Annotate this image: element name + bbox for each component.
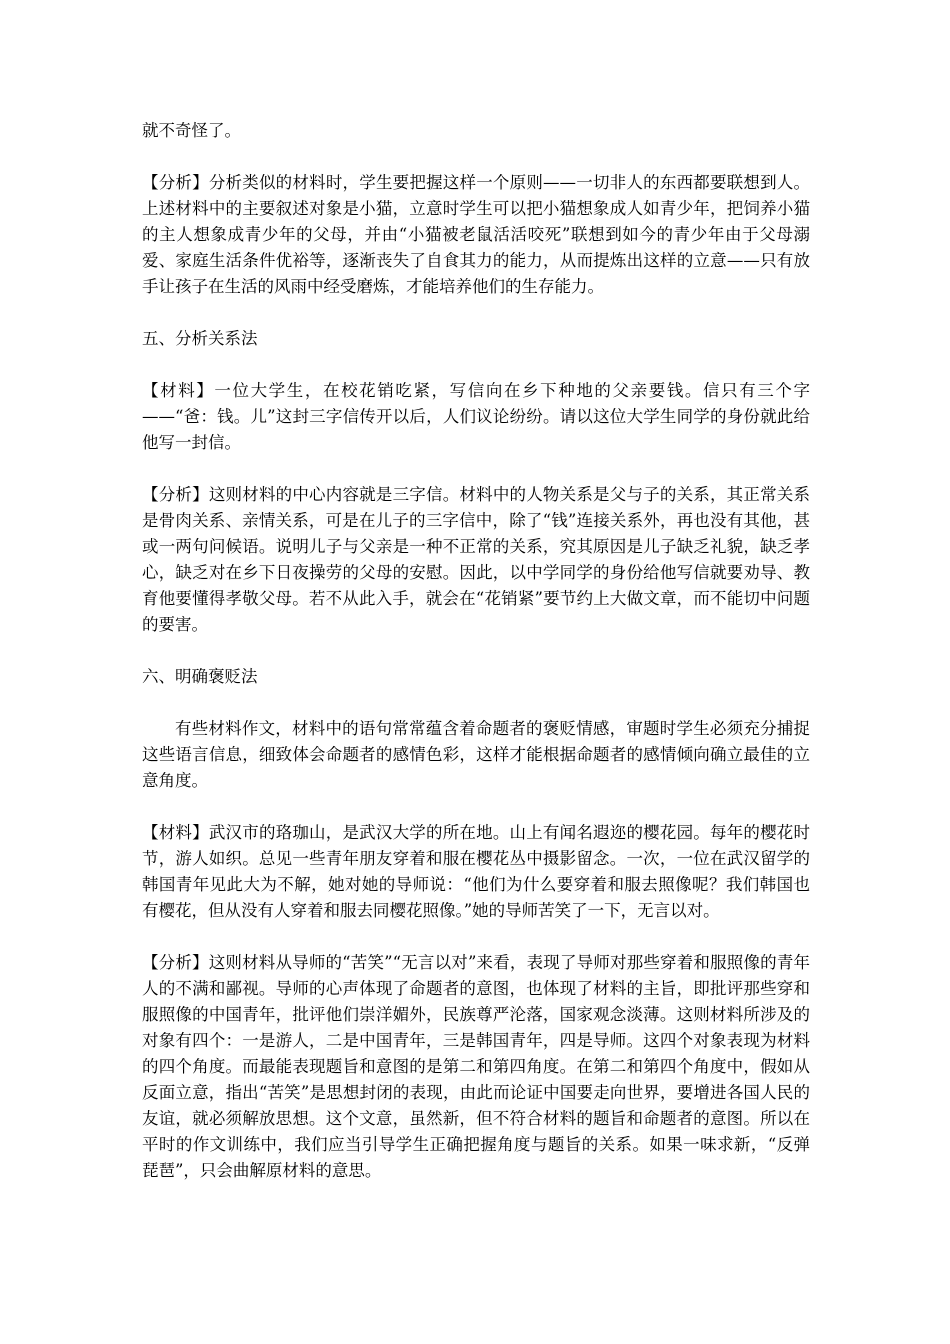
section-heading-6 — [142, 664, 810, 690]
paragraph-text: 这则材料从导师的“苦笑”“无言以对”来看，表现了导师对那些穿着和服照像的青年人的不满和鄙视。导师的心声体现了命题者的意图，也体现了材料的主旨，即批评那些穿和服照像的中国青年，批评他们崇洋媚外，民族尊严沦落，国家观念淡薄。这则材料所涉及的对象有四个：一是游人，二是中国青年，三是韩国青年，四是导师。这四个对象表现为材料的四个角度。而最能表现题旨和意图的是第二和第四角度。在第二和第四个角度中，假如从反面立意，指出“苦笑”是思想封闭的表现，由此而论证中国要走向世界，要增进各国人民的友谊，就必须解放思想。这个文意，虽然新，但不符合材料的题旨和命题者的意图。所以在平时的作文训练中，我们应当引导学生正确把握角度与题旨的关系。如果一味求新，“反弹琵琶”，只会曲解原材料的意思。 — [142, 953, 811, 1180]
paragraph-material-2 — [142, 820, 810, 924]
paragraph-analysis-1 — [142, 170, 810, 300]
paragraph-analysis-3 — [142, 950, 810, 1184]
paragraph-material-1 — [142, 378, 810, 456]
paragraph-tag: 【分析】 — [142, 485, 209, 504]
paragraph-text: 有些材料作文，材料中的语句常常蕴含着命题者的褒贬情感，审题时学生必须充分捕捉这些语言信息，细致体会命题者的感情色彩，这样才能根据命题者的感情倾向确立最佳的立意角度。 — [142, 719, 810, 790]
section-heading-5 — [142, 326, 810, 352]
section-heading-text: 六、明确褒贬法 — [142, 667, 258, 686]
paragraph-continuation — [142, 118, 810, 144]
paragraph-text: 这则材料的中心内容就是三字信。材料中的人物关系是父与子的关系，其正常关系是骨肉关系、亲情关系，可是在儿子的三字信中，除了“钱”连接关系外，再也没有其他，甚或一两句问候语。说明儿子与父亲是一种不正常的关系，究其原因是儿子缺乏礼貌，缺乏孝心，缺乏对在乡下日夜操劳的父母的安慰。因此，以中学同学的身份给他写信就要劝导、教育他要懂得孝敬父母。若不从此入手，就会在“花销紧”要节约上大做文章，而不能切中问题的要害。 — [142, 485, 811, 634]
paragraph-text: 武汉市的珞珈山，是武汉大学的所在地。山上有闻名遐迩的樱花园。每年的樱花时节，游人如织。总见一些青年朋友穿着和服在樱花丛中摄影留念。一次，一位在武汉留学的韩国青年见此大为不解，她对她的导师说：“他们为什么要穿着和服去照像呢？我们韩国也有樱花，但从没有人穿着和服去同樱花照像。”她的导师苦笑了一下，无言以对。 — [142, 823, 811, 920]
paragraph-tag: 【分析】 — [142, 173, 209, 192]
paragraph-analysis-2 — [142, 482, 810, 638]
section-heading-text: 五、分析关系法 — [142, 329, 258, 348]
paragraph-text: 分析类似的材料时，学生要把握这样一个原则——一切非人的东西都要联想到人。上述材料中的主要叙述对象是小猫，立意时学生可以把小猫想象成人如青少年，把饲养小猫的主人想象成青少年的父母，并由“小猫被老鼠活活咬死”联想到如今的青少年由于父母溺爱、家庭生活条件优裕等，逐渐丧失了自食其力的能力，从而提炼出这样的立意——只有放手让孩子在生活的风雨中经受磨炼，才能培养他们的生存能力。 — [142, 173, 811, 296]
paragraph-intro — [142, 716, 810, 794]
paragraph-text: 就不奇怪了。 — [142, 121, 241, 140]
paragraph-tag: 【材料】 — [142, 381, 215, 400]
document-page — [142, 118, 810, 1210]
paragraph-text: 一位大学生，在校花销吃紧，写信向在乡下种地的父亲要钱。信只有三个字——“爸：钱。儿”这封三字信传开以后，人们议论纷纷。请以这位大学生同学的身份就此给他写一封信。 — [142, 381, 811, 452]
paragraph-tag: 【材料】 — [142, 823, 209, 842]
paragraph-tag: 【分析】 — [142, 953, 209, 972]
